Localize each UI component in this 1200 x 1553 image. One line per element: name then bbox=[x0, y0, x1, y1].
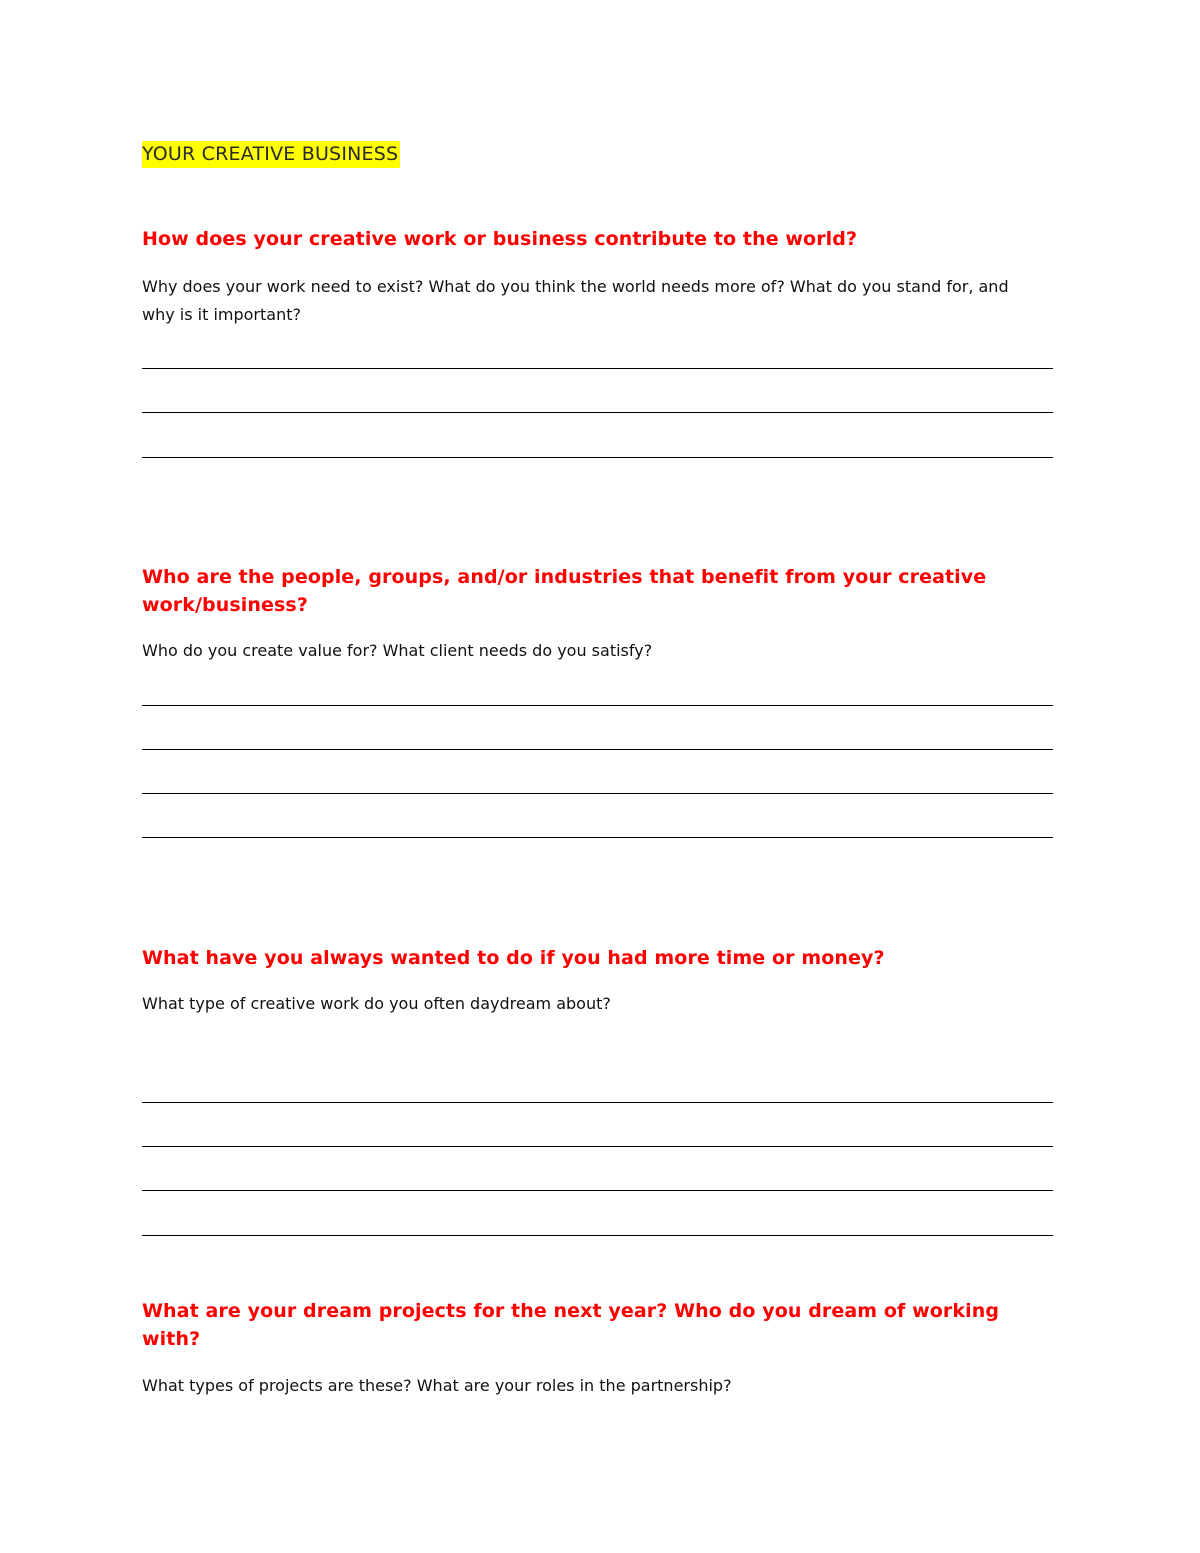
question-heading: Who are the people, groups, and/or industries that benefit from your creative work/business? bbox=[142, 566, 987, 616]
question-prompt: What type of creative work do you often daydream about? bbox=[142, 994, 611, 1013]
question-prompt: Who do you create value for? What client needs do you satisfy? bbox=[142, 641, 653, 660]
answer-line[interactable] bbox=[142, 705, 1053, 706]
answer-line[interactable] bbox=[142, 1235, 1053, 1236]
question-heading: What are your dream projects for the next year? Who do you dream of working with? bbox=[142, 1300, 1000, 1350]
answer-line[interactable] bbox=[142, 749, 1053, 750]
question-heading: What have you always wanted to do if you had more time or money? bbox=[142, 947, 885, 969]
answer-line[interactable] bbox=[142, 837, 1053, 838]
answer-line[interactable] bbox=[142, 412, 1053, 413]
question-prompt: Why does your work need to exist? What do you think the world needs more of? What do you stand for, and why is it important? bbox=[142, 277, 1009, 324]
answer-line[interactable] bbox=[142, 1102, 1053, 1103]
answer-line[interactable] bbox=[142, 1190, 1053, 1191]
answer-line[interactable] bbox=[142, 368, 1053, 369]
question-heading: How does your creative work or business contribute to the world? bbox=[142, 228, 858, 250]
page-title: YOUR CREATIVE BUSINESS bbox=[142, 141, 400, 168]
answer-line[interactable] bbox=[142, 1146, 1053, 1147]
answer-line[interactable] bbox=[142, 457, 1053, 458]
question-prompt: What types of projects are these? What are your roles in the partnership? bbox=[142, 1376, 732, 1395]
answer-line[interactable] bbox=[142, 793, 1053, 794]
